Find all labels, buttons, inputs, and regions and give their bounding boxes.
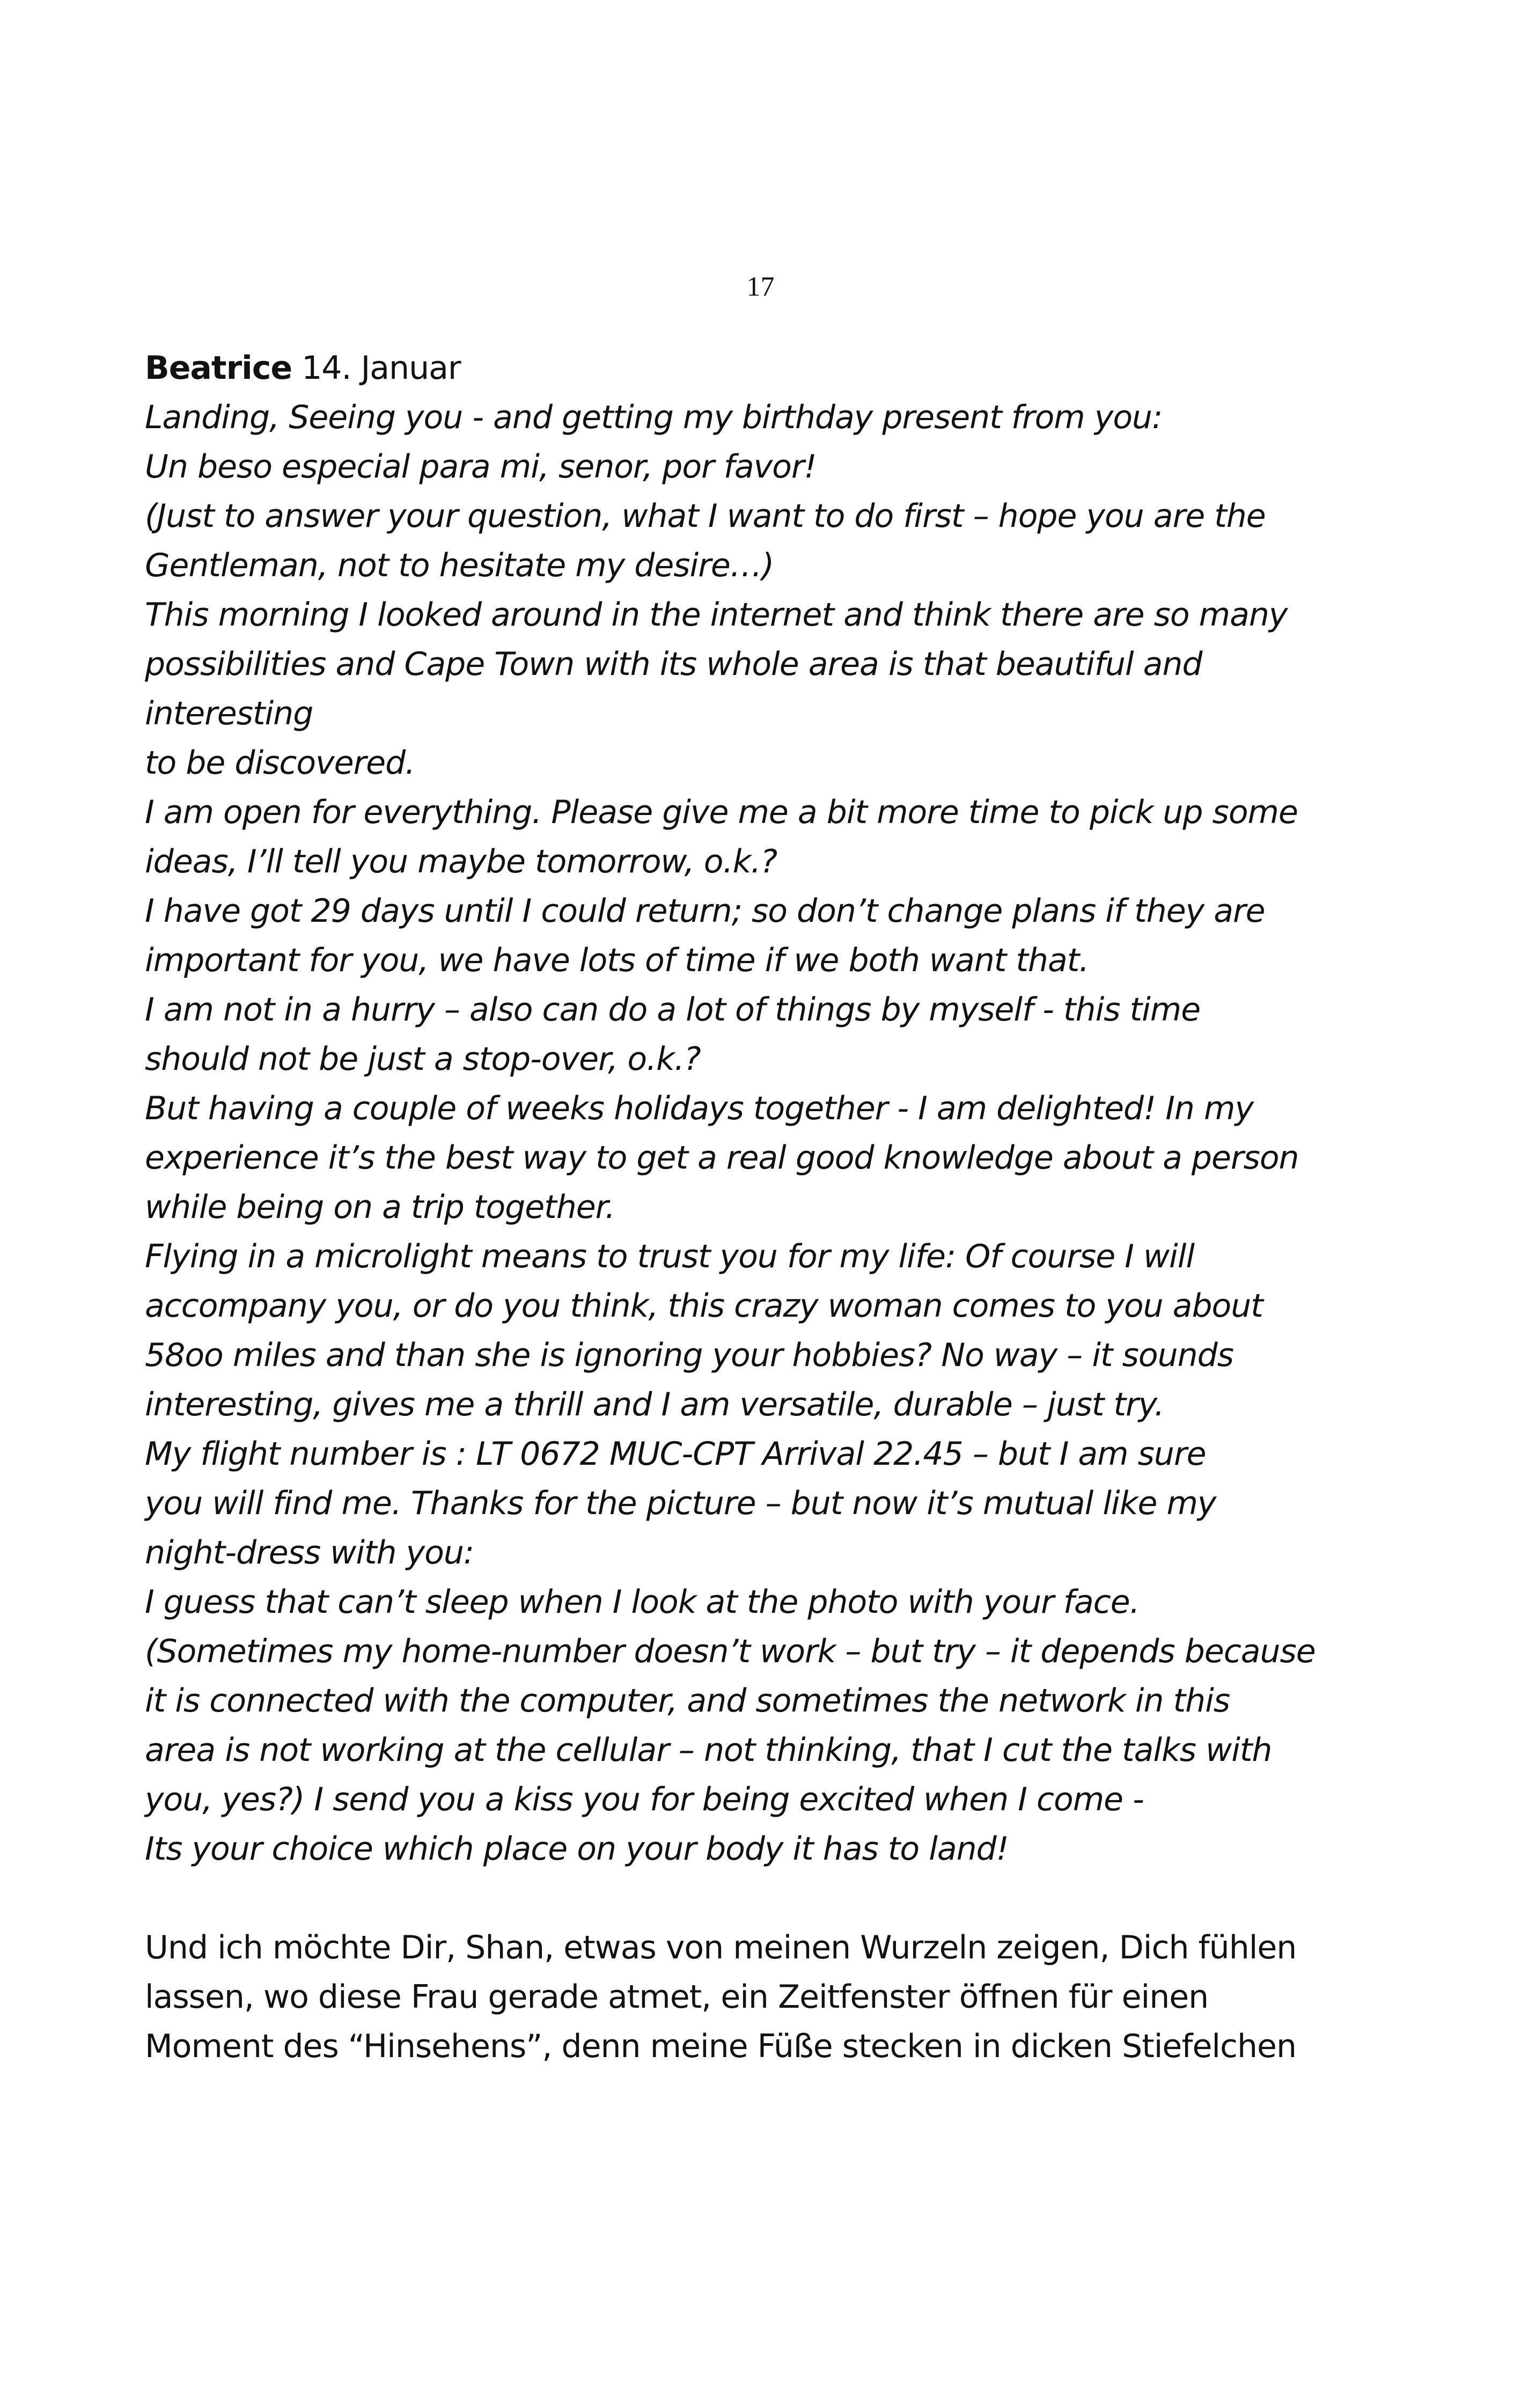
text-line: (Just to answer your question, what I want to do first – hope you are the [145,497,1266,535]
text-line: Gentleman, not to hesitate my desire…) [145,547,774,584]
text-line: (Sometimes my home-number doesn’t work – but try – it depends because [145,1633,1316,1670]
text-line: area is not working at the cellular – not thinking, that I cut the talks with [145,1731,1272,1769]
text-line: But having a couple of weeks holidays together - I am delighted! In my [145,1090,1253,1127]
text-line: experience it’s the best way to get a real good knowledge about a person [145,1139,1299,1177]
text-line: possibilities and Cape Town with its whole area is that beautiful and [145,645,1202,683]
text-line: Und ich möchte Dir, Shan, etwas von meinen Wurzeln zeigen, Dich fühlen [145,1929,1297,1966]
text-line: I guess that can’t sleep when I look at the photo with your face. [145,1583,1140,1621]
text-line: it is connected with the computer, and sometimes the network in this [145,1682,1230,1720]
text-line: My flight number is : LT 0672 MUC-CPT Arrival 22.45 – but I am sure [145,1435,1206,1473]
document-body [145,343,1400,2071]
text-line: to be discovered. [145,744,415,782]
text-line: you, yes?) I send you a kiss you for being excited when I come - [145,1781,1144,1818]
letter-text-english [145,393,1400,1874]
text-line: 58oo miles and than she is ignoring your hobbies? No way – it sounds [145,1337,1233,1374]
text-line: Un beso especial para mi, senor, por favor! [145,448,817,486]
text-line: important for you, we have lots of time if we both want that. [145,942,1089,979]
text-line: I am not in a hurry – also can do a lot of things by myself - this time [145,991,1201,1029]
entry-date: 14. Januar [302,349,461,387]
text-line: I have got 29 days until I could return; so don’t change plans if they are [145,892,1265,930]
text-line: interesting, gives me a thrill and I am versatile, durable – just try. [145,1386,1164,1423]
text-line: you will find me. Thanks for the picture – but now it’s mutual like my [145,1485,1216,1522]
letter-text-german [145,1923,1400,2071]
text-line: Moment des “Hinsehens”, denn meine Füße stecken in dicken Stiefelchen [145,2028,1296,2065]
text-line: I am open for everything. Please give me a bit more time to pick up some [145,794,1298,831]
text-line: ideas, I’ll tell you maybe tomorrow, o.k.? [145,843,777,880]
text-line: should not be just a stop-over, o.k.? [145,1040,701,1078]
entry-header [145,343,1400,393]
text-line: accompany you, or do you think, this crazy woman comes to you about [145,1287,1263,1325]
text-line: Flying in a microlight means to trust you for my life: Of course I will [145,1238,1195,1275]
text-line: interesting [145,695,313,732]
entry-author: Beatrice [145,349,292,387]
text-line: while being on a trip together. [145,1188,615,1226]
page-number: 17 [746,271,775,302]
text-line: This morning I looked around in the internet and think there are so many [145,596,1288,634]
text-line: night-dress with you: [145,1534,474,1572]
text-line: Landing, Seeing you - and getting my birthday present from you: [145,399,1163,436]
text-line: lassen, wo diese Frau gerade atmet, ein Zeitfenster öffnen für einen [145,1978,1209,2016]
text-line: Its your choice which place on your body it has to land! [145,1830,1009,1868]
paragraph-gap [145,1874,1400,1923]
